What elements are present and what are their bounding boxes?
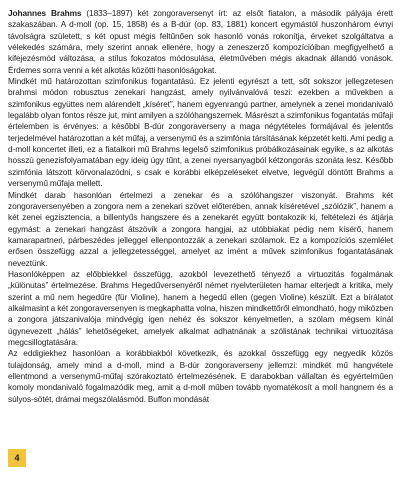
paragraph-1 [8,8,393,76]
paragraph-4: Hasonlóképpen az előbbiekkel összefügg, azokból levezethető tényező a virtuozitás fogalmának „különutas” értelmezése. Brahms Hegedűversenyéről német nyelvterületen hamar elterjedt a kritika, mely szerint a mű nem hegedűre (für Violine), hanem a hegedű ellen (gegen Violine) készült. Ezt a bírálatot alkalmasint a két zongoraversenyen is megkaphatta volna, hiszen mindkettőről elmondható, hogy miközben a zongora játszanivalója mindvégig igen nehéz és sokszor kényelmetlen, a szólam mégsem kínál úgynevezett „hálás” lehetőségeket, amelyek alkalmat adhatnának a szólistának technikai virtuozitása megcsillogtatására. [8,268,393,347]
page-number-badge: 4 [8,449,26,467]
author-name: Johannes Brahms [8,8,82,18]
article-body [8,8,393,405]
paragraph-5: Az eddigiekhez hasonlóan a korábbiakból következik, és azokkal összefügg egy negyedik közös tulajdonság, amely mind a d-moll, mind a B-dúr zongoraverseny jellemzi: mindkét mű hangvétele ellentmond a versenymű-műfaj szórakoztató értelmezésének. E darabokban vállaltan és egyértelműen komoly mondanivaló fogalmazódik meg, amit a d-moll műben tovább nyomatékosít a moll hangnem és a súlyos-sötét, drámai megszólalásmód. Buffon mondását [8,348,393,404]
paragraph-3: Mindkét darab hasonlóan értelmezi a zenekar és a szólóhangszer viszonyát. Brahms két zongoraversenyében a zongora nem a zenekari szövet előterében, annak kíséretével „szólózik”, hanem a két zenei egzisztencia, a billentyűs hangszere és a zenekarét együtt bontakozik ki, feltételezi és átjárja egymást: a zenekari hangzást átszövik a zongora hangjai, az utóbbiakat pedig nem kísérő, hanem kamarapartneri, párbeszédes jelleggel ellenpontozzák a zenekari szólamok. Ez a kompozíciós szemlélet erősen összefügg azzal a jellegzetességgel, amelyet az imént a művek szimfonikus fogantatásának neveztünk. [8,189,393,268]
paragraph-text: (1833–1897) két zongoraversenyt írt: az elsőt fiatalon, a második pályája érett szakaszában. A d-moll (op. 15, 1858) és a B-dúr (op. 83, 1881) koncert egymástól huszonhárom évnyi távolságra született, s két opust mégis feltűnően sok hasonló vonás rokonítja, érveket szolgáltatva a vélekedés számára, mely szerint annak ellenére, hogy a zeneszerző kompozícióiban megfigyelhető a kifejezésmód változása, a stílus fokozatos módosulása, életművében mégis akadnak állandó vonások. Érdemes sorra venni a két alkotás közötti hasonlóságokat. [8,8,394,75]
paragraph-2: Mindkét mű határozottan szimfonikus fogantatású. Ez jelenti egyrészt a tett, sőt sokszor jellegzetesen brahmsi módon robusztus zenekari hangzást, amely nyilvánvalóvá teszi: ezekben a művekben a szimfonikus együttes nem alárendelt „kíséret”, hanem egyenrangú partner, amelynek a zenei mondanivaló legalább olyan fontos része jut, mint amilyen a szólóhangszernek. Másrészt a szimfonikus fogantatás műfaji értelemben is érvényes: a későbbi B-dúr zongoraverseny a maga négytételes formájával és jelentős terjedelmével határozottan a két műfaj, a versenymű és a szimfónia társításának képzetét kelti. Ami pedig a d-moll koncertet illeti, ez a fiatalkori mű Brahms legelső szimfonikus próbálkozásainak egyike, s az alkotás hosszú genezisfolyamatában egy ideig úgy tűnt, a zenei nyersanyagból kétzongorás szonáta lesz. Később szimfónia látszott körvonalazódni, s csak e korábbi elképzeléseket elvetve, legvégül döntött Brahms a versenymű műfaja mellett. [8,76,393,189]
